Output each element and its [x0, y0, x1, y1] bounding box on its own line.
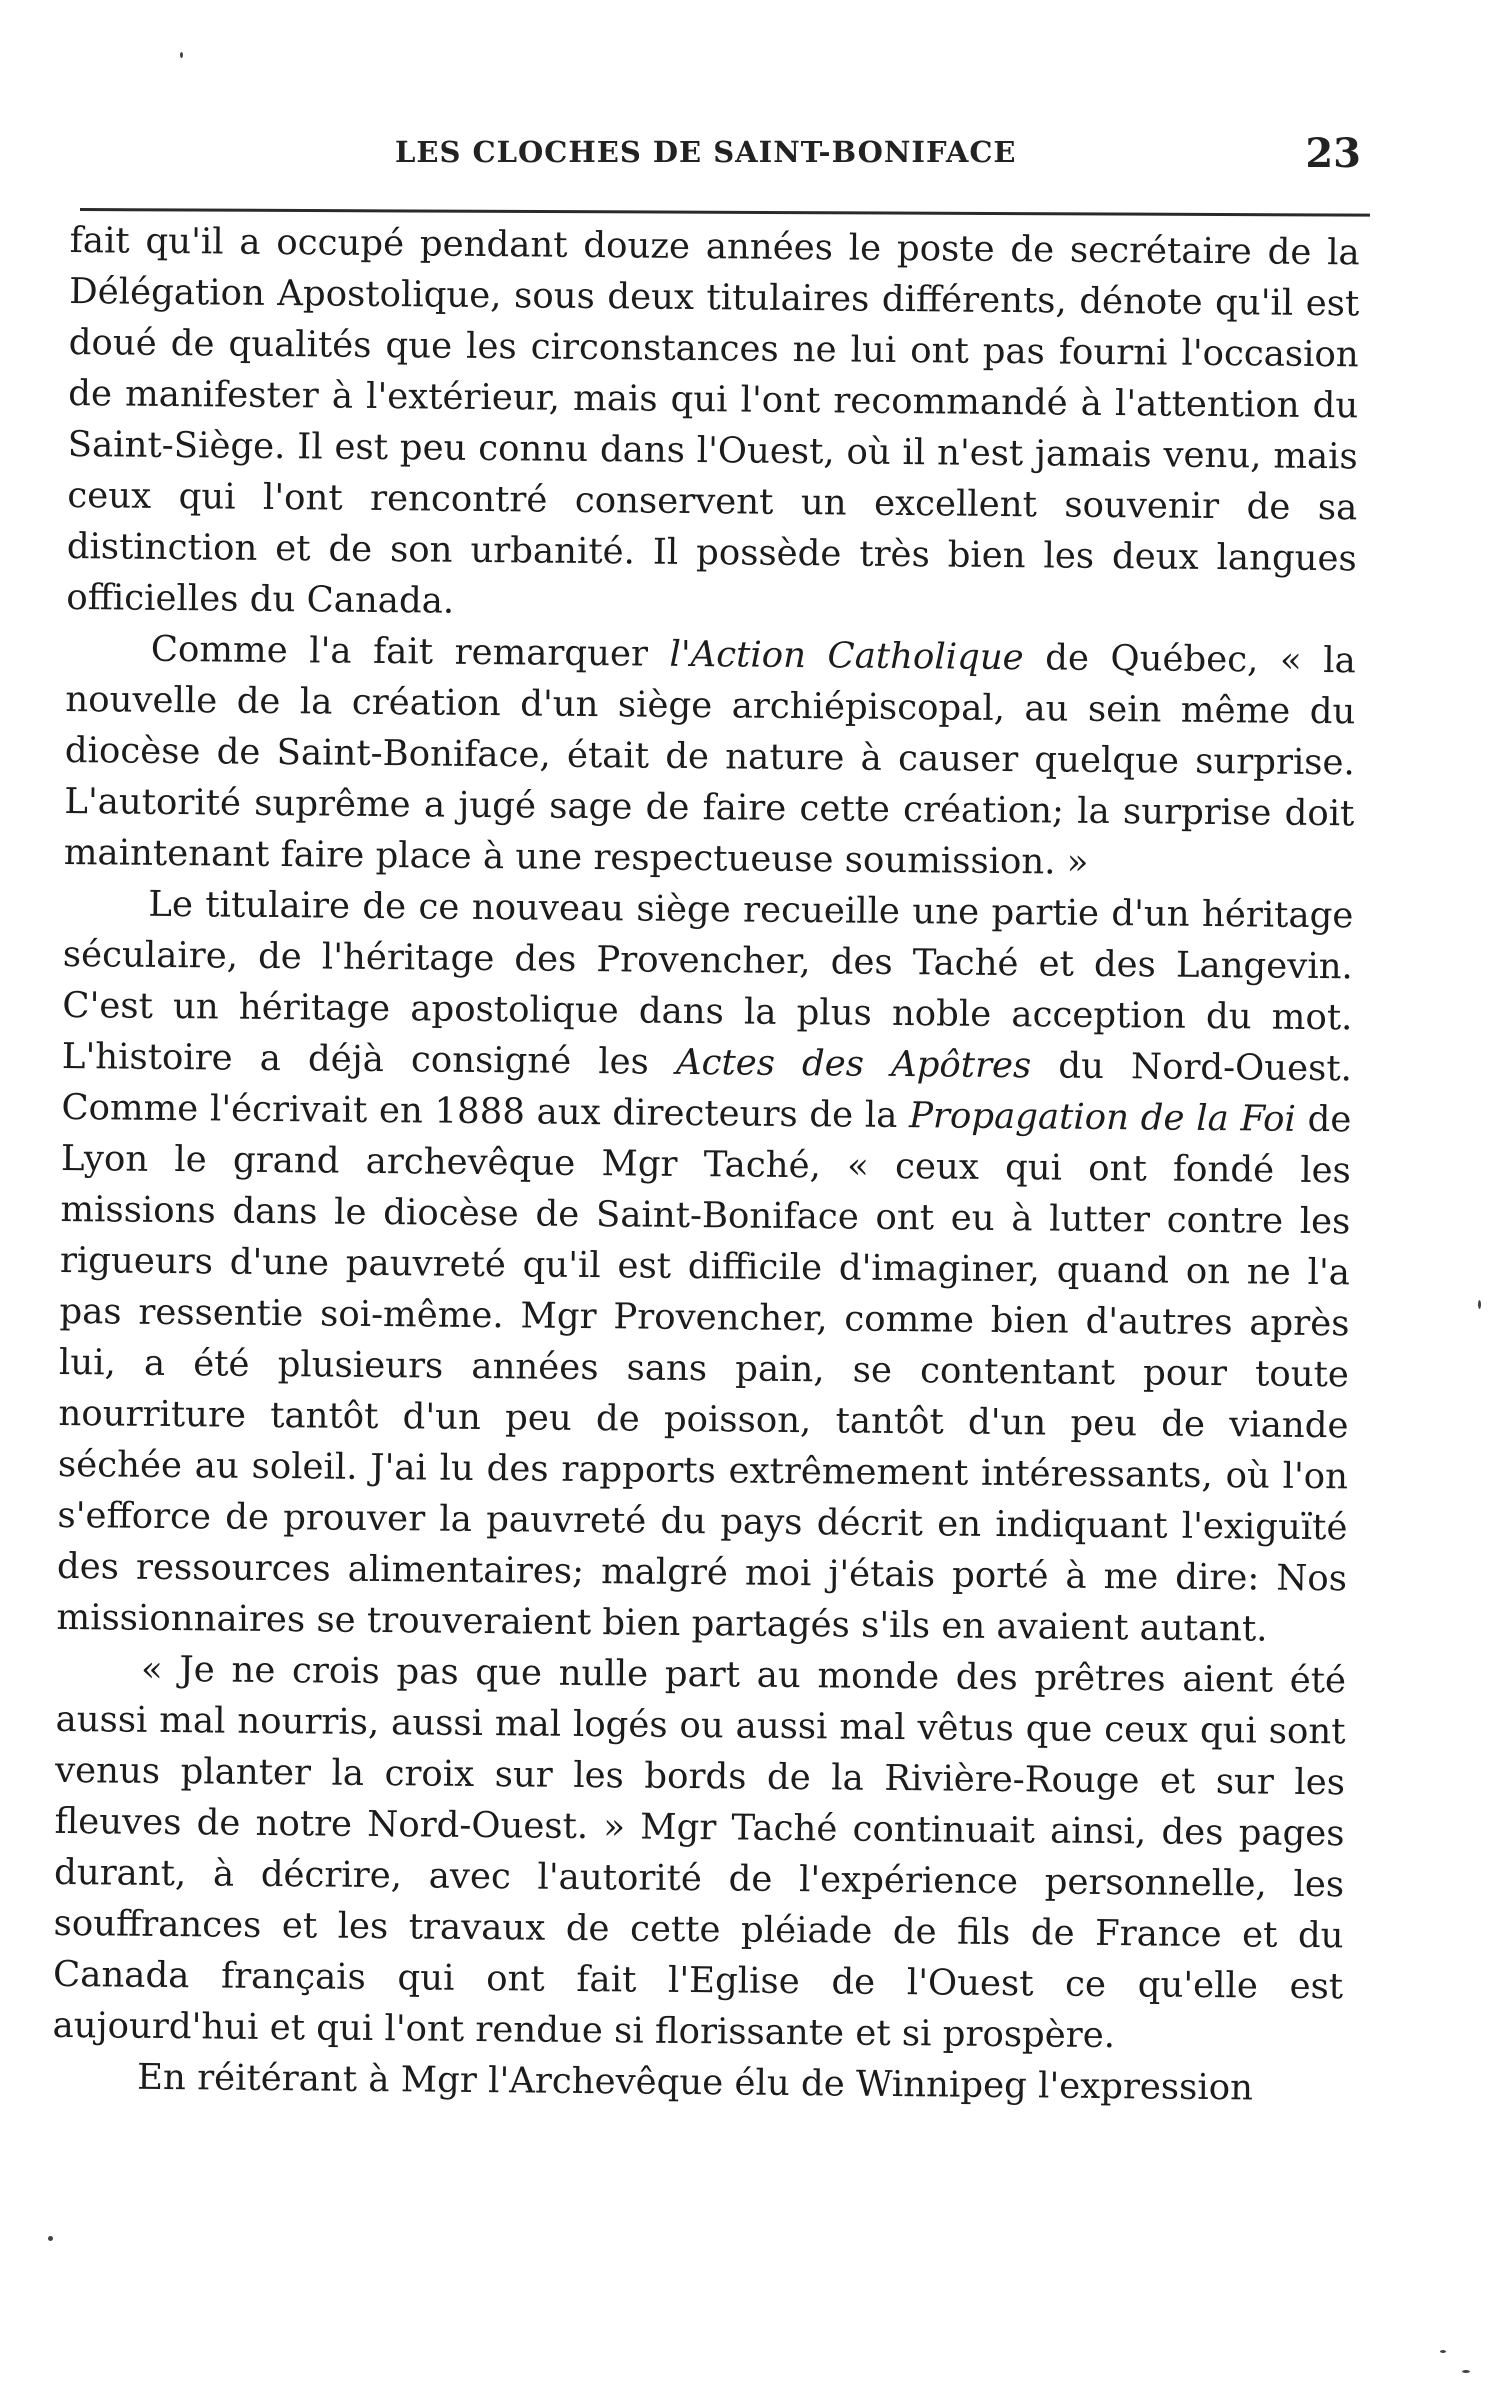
paragraph-3-text-b: du Nord-Ouest. Comme l'écrivait en 1888 aux directeurs de la: [61, 1045, 1353, 1137]
italic-actes: Actes des Apôtres: [675, 1041, 1032, 1087]
paragraph-3-text-c: de Lyon le grand archevêque Mgr Taché, « ceux qui ont fondé les missions dans le diocèse de Saint-Boniface ont eu à lutter contre les rigueurs d'une pauvreté qu'il est difficile d'imaginer, quand on ne l'a pas ressentie soi-même. Mgr Provencher, comme bien d'autres après lui, a été plusieurs années sans pain, se contentant pour toute nourriture tantôt d'un peu de poisson, tantôt d'un peu de viande séchée au soleil. J'ai lu des rapports extrêmement intéressants, où l'on s'efforce de prouver la pauvreté du pays décrit en indiquant l'exiguïté des ressources alimentaires; malgré moi j'étais porté à me dire: Nos missionnaires se trouveraient bien partagés s'ils en avaient autant.: [56, 1098, 1352, 1650]
body-text: [52, 215, 1360, 2114]
paragraph-5: En réitérant à Mgr l'Archevêque élu de Winnipeg l'expression: [136, 2056, 1254, 2109]
scan-speck: [1478, 1300, 1481, 1309]
italic-propagation: Propagation de la Foi: [908, 1095, 1297, 1140]
publication-title: l'Action Catholique: [669, 633, 1024, 679]
header-rule: [80, 208, 1370, 217]
scan-speck: [180, 52, 183, 58]
paragraph-2-text-a: Comme l'a fait remarquer: [150, 628, 670, 675]
paragraph-2-text-b: de Québec, « la nouvelle de la création d'un siège archiépiscopal, au sein même du diocèse de Saint-Boniface, était de nature à causer quelque surprise. L'autorité suprême a jugé sage de faire cette création; la surprise doit maintenant faire place à une respectueuse soumission. »: [63, 637, 1356, 883]
running-title: LES CLOCHES DE SAINT-BONIFACE: [395, 135, 1017, 169]
paragraph-4: « Je ne crois pas que nulle part au monde des prêtres aient été aussi mal nourris, aussi mal logés ou aussi mal vêtus que ceux qui sont venus planter la croix sur les bords de la Rivière-Rouge et sur les fleuves de notre Nord-Ouest. » Mgr Taché continuait ainsi, des pages durant, à décrire, avec l'autorité de l'expérience personnelle, les souffrances et les travaux de cette pléiade de fils de France et du Canada français qui ont fait l'Eglise de l'Ouest ce qu'elle est aujourd'hui et qui l'ont rendue si florissante et si prospère.: [52, 1648, 1347, 2057]
scan-speck: [1440, 2350, 1446, 2353]
scan-speck: [48, 2236, 53, 2241]
paragraph-3-text-a: Le titulaire de ce nouveau siège recueille une partie d'un héritage séculaire, de l'héritage des Provencher, des Taché et des Langevin. C'est un héritage apostolique dans la plus noble acception du mot. L'histoire a déjà consigné les: [61, 883, 1354, 1083]
paragraph-1: fait qu'il a occupé pendant douze années le poste de secrétaire de la Délégation Apostolique, sous deux titulaires différents, dénote qu'il est doué de qualités que les circonstances ne lui ont pas fourni l'occasion de manifester à l'extérieur, mais qui l'ont recommandé à l'attention du Saint-Siège. Il est peu connu dans l'Ouest, où il n'est jamais venu, mais ceux qui l'ont rencontré conservent un excellent souvenir de sa distinction et de son urbanité. Il possède très bien les deux langues officielles du Canada.: [66, 219, 1360, 622]
scan-speck: [1462, 2370, 1470, 2373]
paragraph-3: [56, 878, 1353, 1655]
paragraph-2: [64, 623, 1356, 890]
page-number: 23: [1305, 130, 1361, 177]
